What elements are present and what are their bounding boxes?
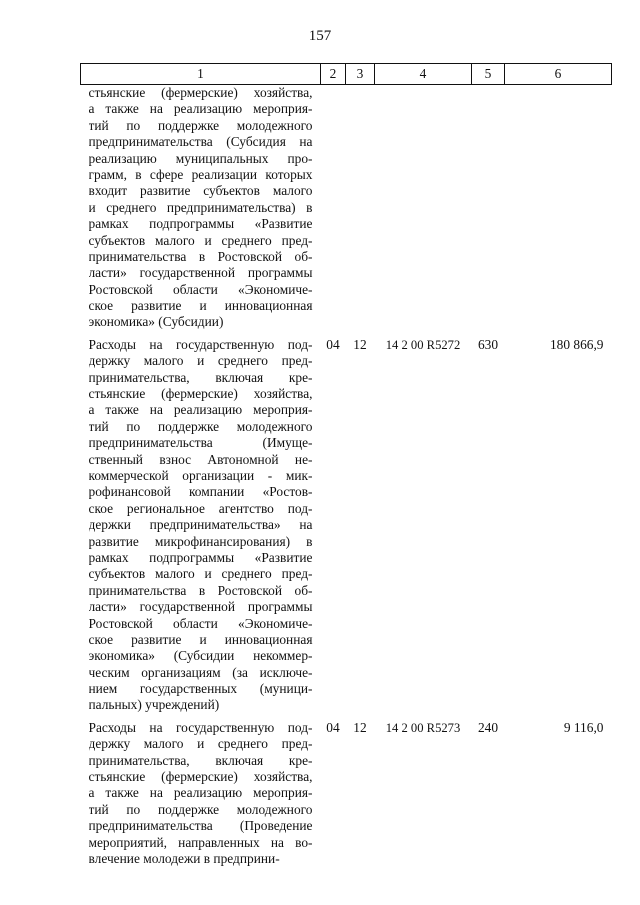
row-subsection-code [346,85,375,337]
table-row [81,337,612,720]
description-line: держку малого и среднего пред- [88,353,313,369]
description-line: ское региональное агентство под- [88,500,313,516]
row-amount [505,85,612,337]
description-line: грамм, в сфере реализации которых [88,166,313,182]
row-target-article-code: 14 2 00 R5273 [385,720,461,735]
row-section-code: 04 [326,719,340,735]
budget-table [80,63,612,873]
description-line: субъектов малого и среднего пред- [88,566,313,582]
header-col-1: 1 [81,64,321,85]
description-line: и среднего предпринимательства) в [88,199,313,215]
description-line: ческим организациям (за исключе- [88,664,313,680]
description-line: коммерческой организации - мик- [88,467,313,483]
description-line: Ростовской области «Экономиче- [88,615,313,631]
description-line: принимательства в Ростовской об- [88,248,313,264]
description-line: тий по поддержке молодежного [88,117,313,133]
row-subsection-code: 12 [353,336,367,352]
description-line: стьянские (фермерские) хозяйства, [88,85,313,100]
table-row [81,720,612,874]
row-expense-type-code: 630 [477,336,499,352]
description-line: рамках подпрограммы «Развитие [88,549,313,565]
table-header-row [81,64,612,85]
description-line: принимательства, включая кре- [88,752,313,768]
description-line: а также на реализацию мероприя- [88,402,313,418]
description-line: Ростовской области «Экономиче- [88,281,313,297]
row-expense-type-code [472,85,505,337]
description-line: Расходы на государственную под- [88,336,313,352]
description-line: предпринимательства (Имуще- [88,435,313,451]
row-description [81,720,321,874]
header-col-6: 6 [505,64,612,85]
table-row [81,85,612,337]
description-line: ласти» государственной программы [88,599,313,615]
header-col-3: 3 [346,64,375,85]
header-col-2: 2 [321,64,346,85]
description-line: а также на реализацию мероприя- [88,785,313,801]
header-col-4: 4 [375,64,472,85]
description-line: тий по поддержке молодежного [88,418,313,434]
description-line: входит развитие субъектов малого [88,183,313,199]
row-section-code: 04 [326,336,340,352]
description-line: принимательства, включая кре- [88,369,313,385]
description-line: влечение молодежи в предприни- [88,850,280,866]
description-line: предпринимательства (Субсидия на [88,134,313,150]
description-line: рамках подпрограммы «Развитие [88,216,313,232]
description-line: развитие микрофинансирования) в [88,533,313,549]
description-line: ское развитие и инновационная [88,298,313,314]
description-line: реализацию муниципальных про- [88,150,313,166]
description-line: предпринимательства (Проведение [88,818,313,834]
row-subsection-code: 12 [353,719,367,735]
description-line: ское развитие и инновационная [88,631,313,647]
description-line: держки предпринимательства» на [88,517,313,533]
row-target-article-code [375,85,472,337]
description-line: стьянские (фермерские) хозяйства, [88,386,313,402]
description-line: ственный взнос Автономной не- [88,451,313,467]
description-line: а также на реализацию мероприя- [88,101,313,117]
description-line: мероприятий, направленных на во- [88,834,313,850]
description-line: субъектов малого и среднего пред- [88,232,313,248]
row-section-code [321,85,346,337]
description-line: принимательства в Ростовской об- [88,582,313,598]
row-amount: 180 866,9 [549,336,604,352]
page-number: 157 [308,28,332,44]
description-line: экономика» (Субсидии) [88,314,224,330]
description-line: стьянские (фермерские) хозяйства, [88,769,313,785]
description-line: экономика» (Субсидии некоммер- [88,648,313,664]
row-expense-type-code: 240 [477,719,499,735]
row-description [81,337,321,720]
row-target-article-code: 14 2 00 R5272 [385,337,461,352]
description-line: держку малого и среднего пред- [88,736,313,752]
description-line: тий по поддержке молодежного [88,801,313,817]
description-line: пальных) учреждений) [88,697,220,713]
description-line: нием государственных (муници- [88,681,313,697]
row-amount: 9 116,0 [563,719,604,735]
description-line: ласти» государственной программы [88,265,313,281]
description-line: рофинансовой компании «Ростов- [88,484,313,500]
header-col-5: 5 [472,64,505,85]
table-body [81,85,612,874]
row-description [81,85,321,337]
description-line: Расходы на государственную под- [88,719,313,735]
